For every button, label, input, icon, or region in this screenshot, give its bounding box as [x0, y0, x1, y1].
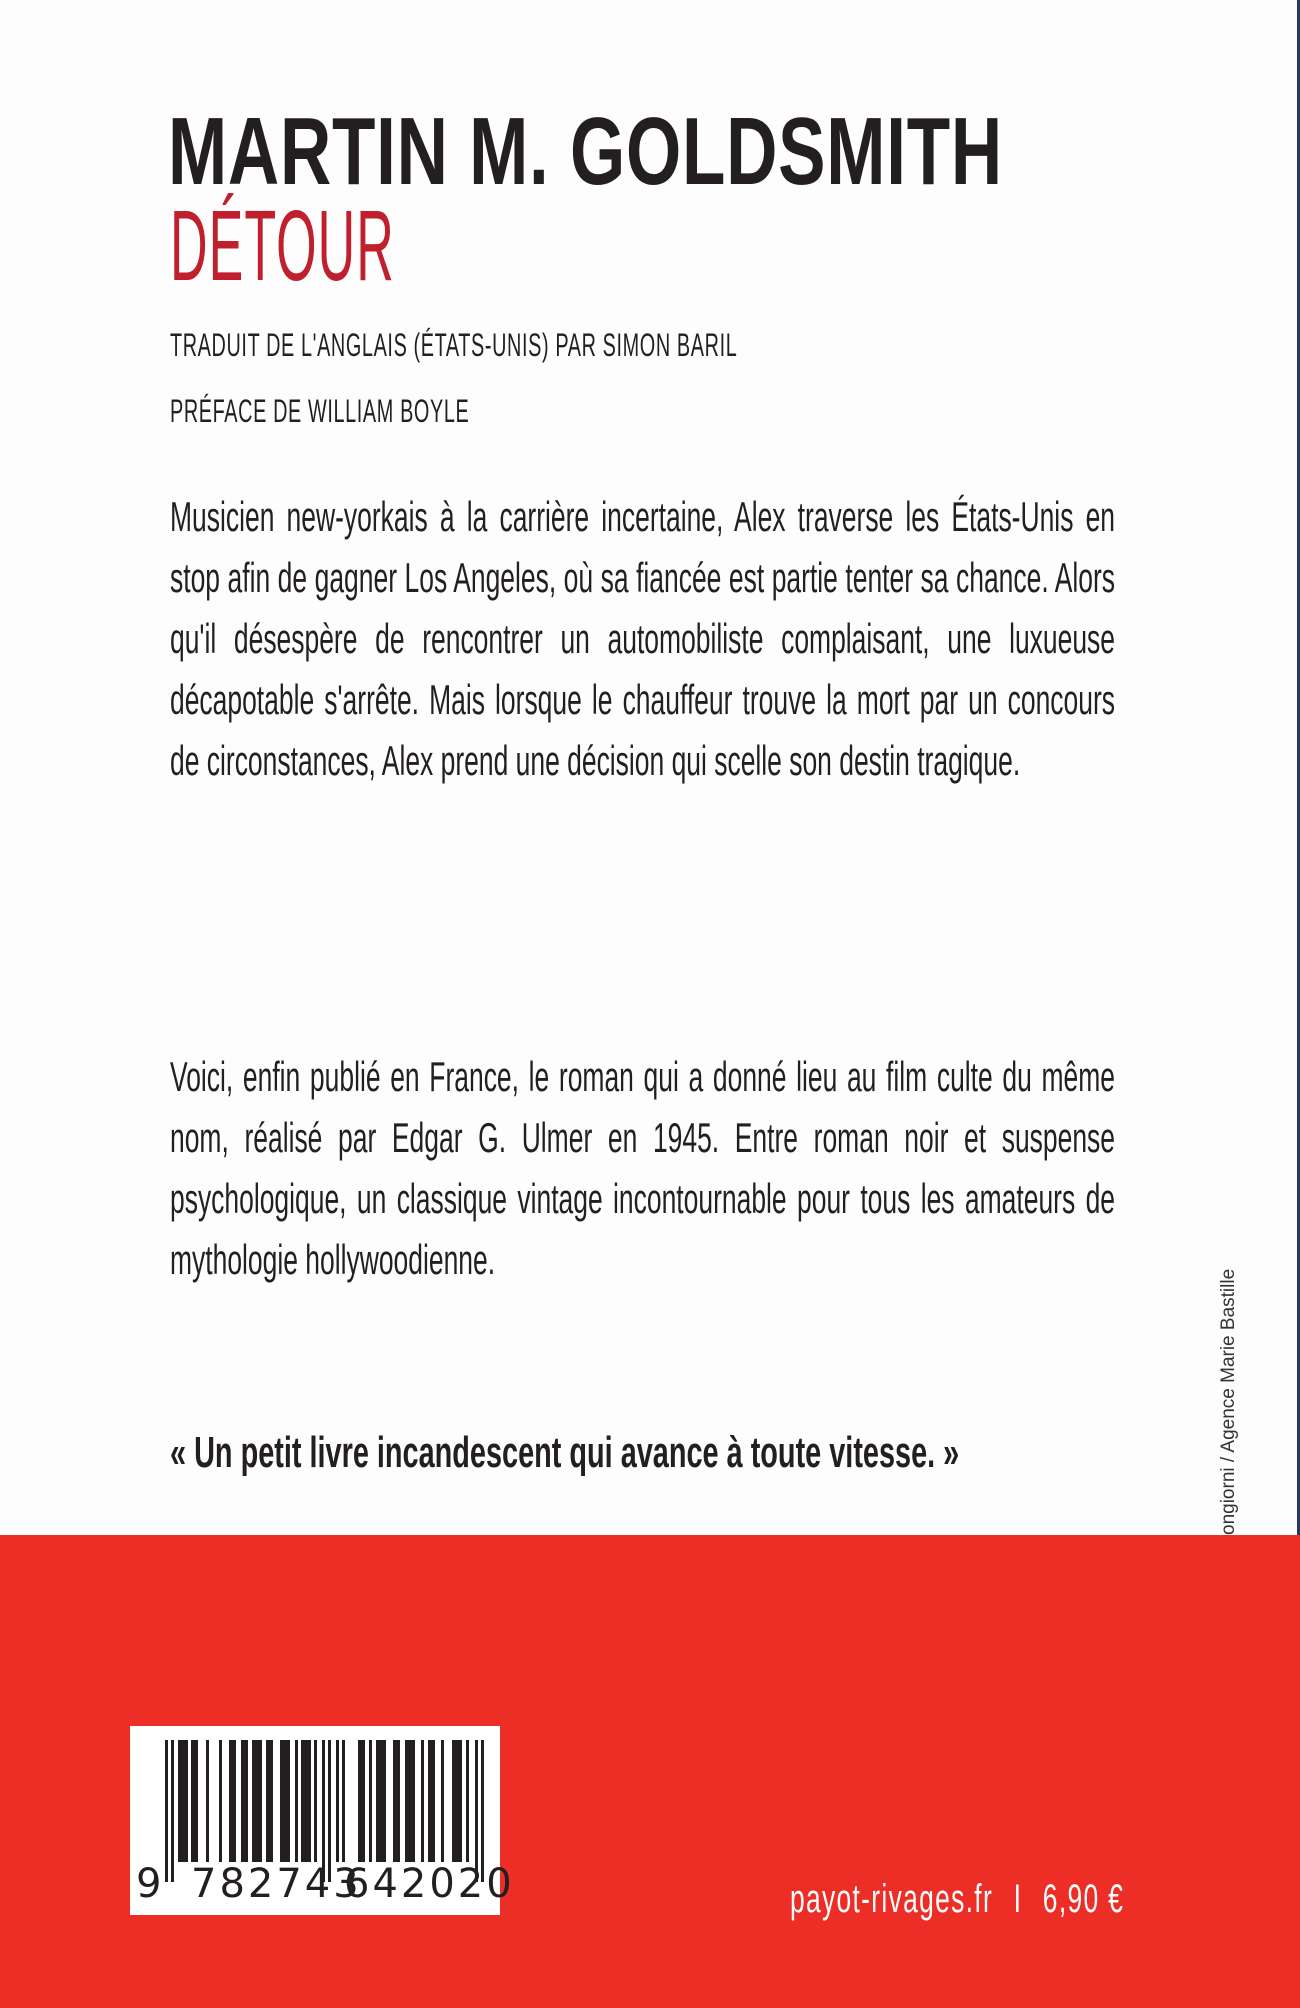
translation-credit-text: TRADUIT DE L'ANGLAIS (ÉTATS-UNIS) PAR SIMON BARIL	[170, 327, 738, 363]
footer-line	[790, 1877, 1124, 1921]
footer-separator: I	[1013, 1877, 1023, 1921]
photo-credit: ongiorni / Agence Marie Bastille	[1218, 1268, 1239, 1535]
blurb-paragraph-2-text: Voici, enfin publié en France, le roman qui a donné lieu au film culte du même nom, réalisé par Edgar G. Ulmer en 1945. Entre roman noir et suspense psychologique, un classique vintage incontournable pour tous les amateurs de mythologie hollywoodienne.	[170, 1053, 1115, 1283]
press-quote	[170, 1421, 1115, 1485]
author-name	[168, 98, 1296, 205]
publisher-footer	[790, 1877, 1296, 1921]
isbn-barcode	[130, 1726, 515, 1915]
author-name-text: MARTIN M. GOLDSMITH	[168, 98, 1003, 205]
blurb-paragraph-1	[170, 486, 1115, 791]
isbn-first-digit: 9	[136, 1861, 162, 1907]
preface-credit	[170, 393, 653, 429]
price-label: 6,90 €	[1042, 1877, 1125, 1921]
blurb-paragraph-2	[170, 1046, 1115, 1290]
isbn-right-group: 642020	[344, 1861, 515, 1907]
book-title-text: DÉTOUR	[170, 190, 395, 302]
isbn-left-group: 782743	[191, 1861, 362, 1907]
red-footer-band	[0, 1535, 1300, 2008]
blurb-paragraph-1-text: Musicien new-yorkais à la carrière incertaine, Alex traverse les États-Unis en stop afin de gagner Los Angeles, où sa fiancée est partie tenter sa chance. Alors qu'il désespère de rencontrer un automobiliste complaisant, une luxueuse décapotable s'arrête. Mais lorsque le chauffeur trouve la mort par un concours de circonstances, Alex prend une décision qui scelle son destin tragique.	[170, 493, 1115, 784]
book-title	[170, 190, 602, 302]
publisher-website-link[interactable]: payot-rivages.fr	[790, 1877, 994, 1921]
preface-credit-text: PRÉFACE DE WILLIAM BOYLE	[170, 393, 470, 429]
press-quote-text: « Un petit livre incandescent qui avance à toute vitesse. »	[170, 1428, 960, 1477]
translation-credit	[170, 327, 1085, 363]
